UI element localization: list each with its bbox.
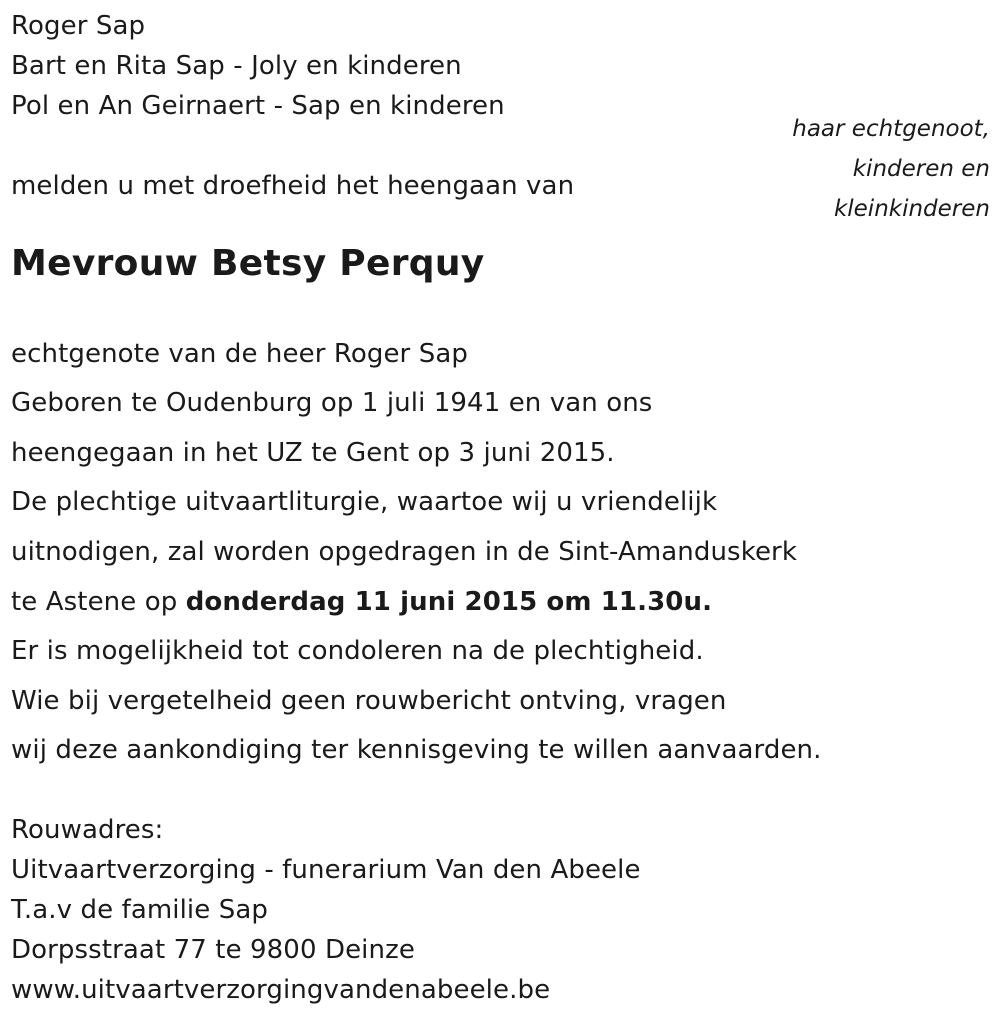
address-line-2: T.a.v de familie Sap (11, 895, 268, 925)
sender-line-2: Bart en Rita Sap - Joly en kinderen (11, 51, 462, 81)
body-line-6-prefix: te Astene op (11, 587, 186, 617)
body-line-9: wij deze aankondiging ter kennisgeving te willen aanvaarden. (11, 735, 822, 765)
address-line-1: Uitvaartverzorging - funerarium Van den Abeele (11, 855, 641, 885)
body-line-4: De plechtige uitvaartliturgie, waartoe wij u vriendelijk (11, 487, 718, 517)
body-line-8: Wie bij vergetelheid geen rouwbericht ontving, vragen (11, 686, 727, 716)
body-line-5: uitnodigen, zal worden opgedragen in de Sint-Amanduskerk (11, 537, 797, 567)
body-line-1: echtgenote van de heer Roger Sap (11, 339, 468, 369)
deceased-name: Mevrouw Betsy Perquy (11, 243, 485, 284)
relation-line-2: kinderen en (852, 156, 990, 182)
body-line-7: Er is mogelijkheid tot condoleren na de plechtigheid. (11, 636, 704, 666)
body-line-2: Geboren te Oudenburg op 1 juli 1941 en van ons (11, 388, 653, 418)
funeral-date-time: donderdag 11 juni 2015 om 11.30u. (185, 587, 713, 617)
body-line-6 (11, 589, 712, 615)
address-line-3: Dorpsstraat 77 te 9800 Deinze (11, 935, 415, 965)
announcement: melden u met droefheid het heengaan van (11, 171, 575, 201)
sender-line-1: Roger Sap (11, 11, 146, 41)
relation-line-3: kleinkinderen (833, 196, 990, 222)
address-label: Rouwadres: (11, 815, 164, 845)
address-website: www.uitvaartverzorgingvandenabeele.be (11, 975, 551, 1005)
body-line-3: heengegaan in het UZ te Gent op 3 juni 2015. (11, 438, 615, 468)
sender-line-3: Pol en An Geirnaert - Sap en kinderen (11, 91, 505, 121)
relation-line-1: haar echtgenoot, (792, 116, 990, 142)
